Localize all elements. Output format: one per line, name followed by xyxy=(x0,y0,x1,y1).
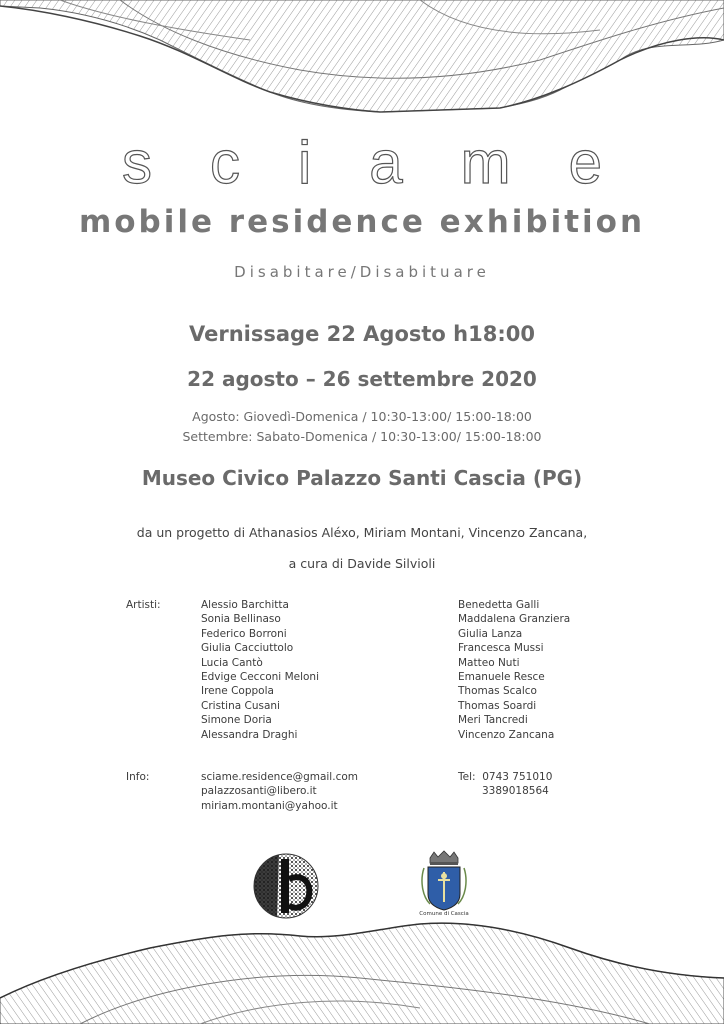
venue-name: Museo Civico Palazzo Santi Cascia (PG) xyxy=(141,466,583,490)
artist-name: Alessandra Draghi xyxy=(201,728,298,741)
comune-label: Comune di Cascia xyxy=(419,911,469,917)
artist-name: Emanuele Resce xyxy=(458,671,545,684)
curator-credit: a cura di Davide Silvioli xyxy=(288,556,436,571)
telephone-block xyxy=(458,770,552,799)
exhibition-tagline: Disabitare/Disabituare xyxy=(234,263,490,281)
exhibition-dates: 22 agosto – 26 settembre 2020 xyxy=(187,367,537,391)
email-link[interactable]: palazzosanti@libero.it xyxy=(201,785,317,798)
artist-name: Vincenzo Zancana xyxy=(458,728,555,741)
artist-name: Francesca Mussi xyxy=(458,642,544,655)
artist-name: Giulia Cacciuttolo xyxy=(201,642,294,655)
phone-number[interactable]: 3389018564 xyxy=(482,785,549,798)
artist-name: Sonia Bellinaso xyxy=(201,613,281,626)
vernissage-date: Vernissage 22 Agosto h18:00 xyxy=(189,322,535,346)
opening-hours-august: Agosto: Giovedì-Domenica / 10:30-13:00/ 15:00-18:00 xyxy=(192,409,532,424)
artist-name: Thomas Soardi xyxy=(458,699,537,712)
artist-name: Edvige Cecconi Meloni xyxy=(201,671,319,684)
artists-list-right xyxy=(458,598,570,742)
artist-name: Cristina Cusani xyxy=(201,699,280,712)
artist-name: Thomas Scalco xyxy=(458,685,537,698)
artist-name: Simone Doria xyxy=(201,714,272,727)
exhibition-title: sciame xyxy=(121,129,661,196)
info-email-list xyxy=(201,770,358,813)
artist-name: Lucia Cantò xyxy=(201,656,263,669)
artist-name: Benedetta Galli xyxy=(458,599,540,611)
artist-name: Maddalena Granziera xyxy=(458,613,571,626)
artist-name: Irene Coppola xyxy=(201,685,274,698)
tel-label: Tel: xyxy=(458,771,476,783)
artist-name: Federico Borroni xyxy=(201,627,287,640)
artist-name: Alessio Barchitta xyxy=(201,599,289,611)
exhibition-subtitle: mobile residence exhibition xyxy=(78,204,646,240)
museum-logo-icon xyxy=(251,853,321,919)
email-link[interactable]: sciame.residence@gmail.com xyxy=(201,771,358,783)
artist-name: Meri Tancredi xyxy=(458,714,528,727)
mountain-landscape-bottom xyxy=(0,918,724,1024)
mountain-landscape-top xyxy=(0,0,724,120)
artists-label: Artisti: xyxy=(126,599,161,611)
info-label: Info: xyxy=(126,771,150,783)
opening-hours-september: Settembre: Sabato-Domenica / 10:30-13:00/ 15:00-18:00 xyxy=(182,429,542,444)
artist-name: Matteo Nuti xyxy=(458,656,520,669)
project-credits: da un progetto di Athanasios Aléxo, Miriam Montani, Vincenzo Zancana, xyxy=(136,525,588,540)
artists-list-left xyxy=(201,598,319,742)
artist-name: Giulia Lanza xyxy=(458,627,523,640)
email-link[interactable]: miriam.montani@yahoo.it xyxy=(201,799,338,812)
phone-number[interactable]: 0743 751010 xyxy=(482,771,553,783)
